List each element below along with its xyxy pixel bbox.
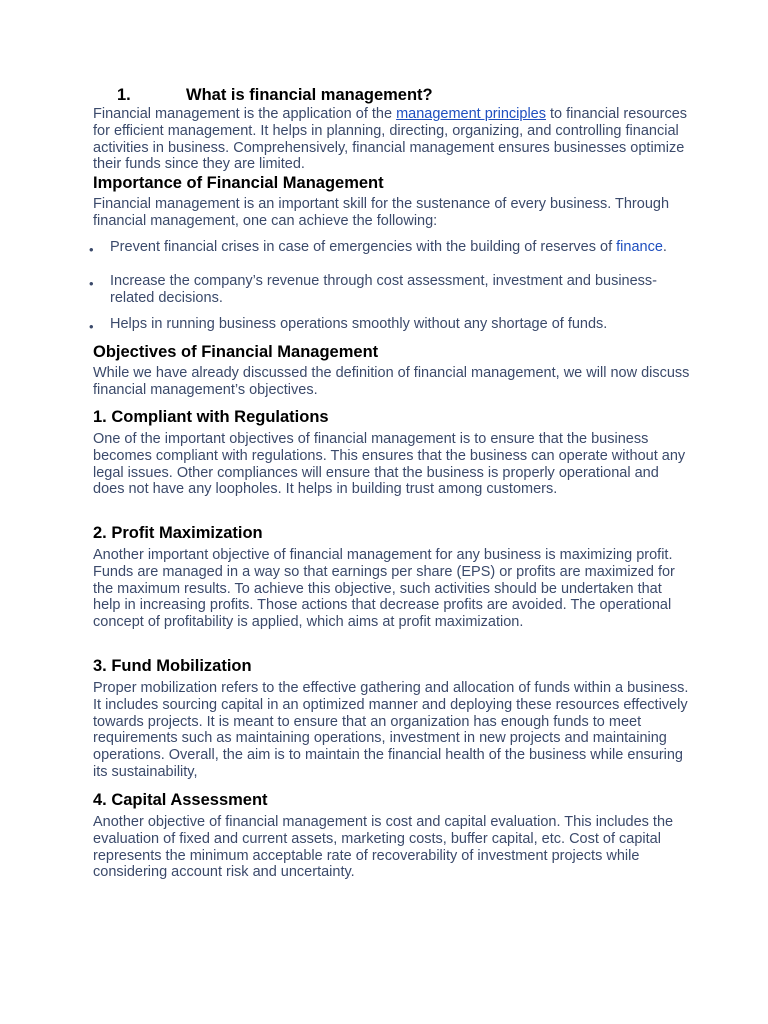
section-1-paragraph: One of the important objectives of financial management is to ensure that the business becomes compliant with regulations. This ensures that the business can operate without any legal issues. Other compliances will ensure that the business is properly operational and does not have any loopholes. It helps in building trust among customers. xyxy=(93,431,686,498)
section-1-heading: 1. Compliant with Regulations xyxy=(93,408,329,426)
finance-link[interactable]: finance xyxy=(616,239,663,255)
bullet-marker: • xyxy=(89,276,94,291)
main-heading xyxy=(117,86,433,105)
main-heading-number: 1. xyxy=(117,86,131,104)
objectives-heading: Objectives of Financial Management xyxy=(93,343,379,361)
bullet-item-reserves xyxy=(110,239,670,256)
section-4-paragraph: Another objective of financial management is cost and capital evaluation. This includes the evaluation of fixed and current assets, marketing costs, buffer capital, etc. Cost of capital represents the minimum acceptable rate of recoverability of investment projects while considering account risk and uncertainty. xyxy=(93,814,674,881)
bullet-1-text: Prevent financial crises in case of emergencies with the building of reserves of xyxy=(110,239,617,255)
section-3-heading: 3. Fund Mobilization xyxy=(93,657,252,675)
section-2-paragraph: Another important objective of financial management for any business is maximizing profit. Funds are managed in a way so that earnings per share (EPS) or profits are maximized for the maximum results. To achieve this objective, such activities should be undertaken that help in increasing profits. Those actions that decrease profits are avoided. The operational concept of profitability is applied, which aims at profit maximization. xyxy=(93,547,675,631)
importance-heading: Importance of Financial Management xyxy=(93,174,384,192)
intro-text-end: to financial resources for efficient management. It helps in planning, directing, organizing, and controlling financial activities in business. Comprehensively, financial management ensures businesses optimize their funds since they are limited. xyxy=(93,106,688,173)
intro-paragraph xyxy=(93,106,693,173)
bullet-marker: • xyxy=(89,242,94,257)
importance-paragraph: Financial management is an important skill for the sustenance of every business. Through financial management, one can achieve the following: xyxy=(93,196,670,229)
bullet-1-end: . xyxy=(662,239,667,255)
intro-text-start: Financial management is the application of the xyxy=(93,106,397,122)
main-heading-text: What is financial management? xyxy=(186,86,433,104)
bullet-marker: • xyxy=(89,319,94,334)
management-principles-link[interactable]: management principles xyxy=(396,106,546,122)
section-3-paragraph: Proper mobilization refers to the effective gathering and allocation of funds within a business. It includes sourcing capital in an optimized manner and deploying these resources effectively towards projects. It is meant to ensure that an organization has enough funds to meet requirements such as maintaining operations, investment in new projects and maintaining operations. Overall, the aim is to maintain the financial health of the business while ensuring its sustainability, xyxy=(93,680,689,780)
section-2-heading: 2. Profit Maximization xyxy=(93,524,263,542)
section-4-heading: 4. Capital Assessment xyxy=(93,791,268,809)
bullet-item-revenue: Increase the company’s revenue through cost assessment, investment and business-related decisions. xyxy=(110,273,657,306)
bullet-item-operations: Helps in running business operations smoothly without any shortage of funds. xyxy=(110,316,608,332)
objectives-paragraph: While we have already discussed the definition of financial management, we will now discuss financial management’s objectives. xyxy=(93,365,690,398)
